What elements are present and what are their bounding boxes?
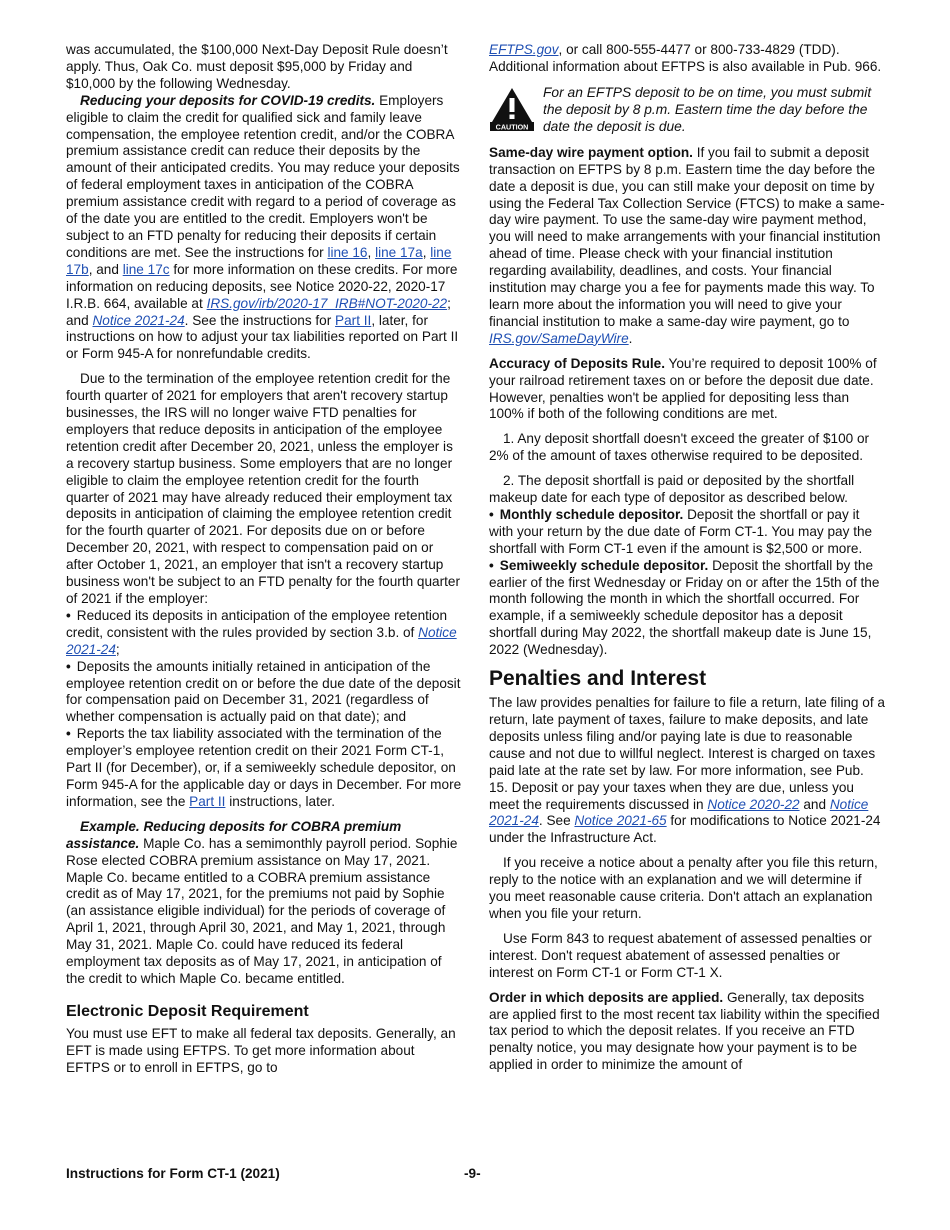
link-line-17b[interactable]: line 17b	[66, 244, 452, 277]
bullet-semiweekly-depositor: • Semiweekly schedule depositor. Deposit the shortfall by the earlier of the first Wednesday or Friday on or after the 15th of the month following the month in which the shortfall occurred. For example, if a semiweekly schedule depositor has a deposit shortfall during May 2022, the shortfall makeup date is June 15, 2022 (Wednesday).	[489, 558, 885, 659]
link-part-ii[interactable]: Part II	[335, 312, 372, 328]
paragraph-example-cobra: Example. Reducing deposits for COBRA premium assistance. Maple Co. has a semimonthly payroll period. Sophie Rose elected COBRA premium assistance on May 17, 2021. Maple Co. became entitled to a COBRA premium assistance credit as of May 17, 2021, for the premiums not paid by Sophie (an assistance eligible individual) for the periods of coverage of April 1, 2021, through April 30, 2021, and May 1, 2021, through May 31, 2021. Maple Co. could have reduced its federal employment tax deposits as of May 17, 2021, in anticipation of the credit to which Maple Co. became entitled.	[66, 818, 458, 986]
bullet-deposits-amounts: • Deposits the amounts initially retained in anticipation of the employee retention credit on or before the due date of the deposit for compensation paid on December 31, 2021 (regardless of whether compensation is actually paid on that date); and	[66, 659, 462, 727]
caution-text: For an EFTPS deposit to be on time, you must submit the deposit by 8 p.m. Eastern time the day before the date the deposit is due.	[543, 84, 872, 134]
link-line-16[interactable]: line 16	[327, 244, 368, 260]
paragraph-termination: Due to the termination of the employee retention credit for the fourth quarter of 2021 for employers that aren't recovery startup businesses, the IRS will no longer waive FTD penalties for employers that reduce deposits in anticipation of the employee retention credit after December 20, 2021, unless the employer is a recovery startup business. Some employers that are no longer eligible to claim the employee retention credit for the fourth quarter of 2021 may have already reduced their employment tax deposits in anticipation of claiming the employee retention credit for the fourth quarter of 2021. For deposits due on or before December 20, 2021, with respect to compensation paid on or after October 1, 2021, an employer that isn't a recovery startup business won't be subject to an FTD penalty for the fourth quarter of 2021 if the employer:	[66, 371, 461, 606]
paragraph-penalties: The law provides penalties for failure to file a return, late filing of a return, late payment of taxes, failure to make deposits, and late deposits unless filing and/or paying late is due to reasonable cause and not due to willful neglect. Interest is charged on taxes paid late at the rate set by law. For more information, see Pub. 15. Deposit or pay your taxes when they are due, unless you meet the requirements discussed in Notice 2020-22 and Notice 2021-24. See Notice 2021-65 for modifications to Notice 2021-24 under the Infrastructure Act.	[489, 695, 885, 846]
link-notice-2021-24-bullet[interactable]: Notice 2021-24	[66, 624, 457, 657]
left-column	[66, 42, 462, 1077]
caution-box	[489, 84, 885, 135]
paragraph-form-843: Use Form 843 to request abatement of assessed penalties or interest. Don't request abatement of assessed penalties or interest on Form CT-1 or Form CT-1 X.	[489, 930, 872, 980]
page-number: -9-	[464, 1166, 481, 1181]
link-notice-2021-65[interactable]: Notice 2021-65	[574, 813, 667, 829]
link-line-17c[interactable]: line 17c	[122, 261, 170, 277]
list-item-2: 2. The deposit shortfall is paid or deposited by the shortfall makeup date for each type of depositor as described below.	[489, 473, 855, 506]
covid-heading: Reducing your deposits for COVID-19 credits.	[80, 92, 376, 108]
link-notice-2020-22[interactable]: Notice 2020-22	[707, 796, 800, 812]
caution-label: CAUTION	[495, 122, 529, 132]
accuracy-heading: Accuracy of Deposits Rule.	[489, 355, 666, 371]
link-eftps[interactable]: EFTPS.gov	[489, 42, 559, 57]
paragraph-eft: You must use EFT to make all federal tax deposits. Generally, an EFT is made using EFTPS. To get more information about EFTPS or to enroll in EFTPS, go to	[66, 1025, 456, 1075]
caution-icon	[489, 86, 535, 132]
paragraph-oak-co: was accumulated, the $100,000 Next-Day Deposit Rule doesn’t apply. Thus, Oak Co. must deposit $95,000 by Friday and $10,000 by the following Wednesday.	[66, 42, 448, 91]
bullet-reports-liability: • Reports the tax liability associated with the termination of the employer’s employee retention credit on their 2021 Form CT-1, Part II (for December), or, if a semiweekly schedule depositor, on Form 945-A for the applicable day or days in December. For more information, see the Part II instructions, later.	[66, 726, 462, 811]
paragraph-eftps: EFTPS.gov, or call 800-555-4477 or 800-733-4829 (TDD). Additional information about EFTPS is also available in Pub. 966.	[489, 42, 882, 74]
footer-title: Instructions for Form CT-1 (2021)	[66, 1166, 280, 1181]
link-notice-2021-24-penalties[interactable]: Notice 2021-24	[489, 796, 869, 829]
example-heading: Example. Reducing deposits for COBRA premium assistance.	[66, 818, 402, 851]
bullet-monthly-depositor: • Monthly schedule depositor. Deposit the shortfall or pay it with your return by the due date of Form CT-1. You may pay the shortfall with Form CT-1 even if the amount is $2,500 or more.	[489, 507, 885, 558]
link-line-17a[interactable]: line 17a	[375, 244, 423, 260]
link-same-day-wire[interactable]: IRS.gov/SameDayWire	[489, 330, 629, 346]
paragraph-covid-credits: Reducing your deposits for COVID-19 credits. Employers eligible to claim the credit for qualified sick and family leave compensation, the employee retention credit, and/or the COBRA premium assistance credit can reduce their deposits by the amount of their anticipated credits. You may reduce your deposits of federal employment taxes in anticipation of the COBRA premium assistance credit with regard to a period of coverage as of the date you are entitled to the credit. Employers won't be subject to an FTD penalty for reducing their deposits if certain conditions are met. See the instructions for line 16, line 17a, line 17b, and line 17c for more information on these credits. For more information on reducing deposits, see Notice 2020-22, 2020-17 I.R.B. 664, available at IRS.gov/irb/2020-17_IRB#NOT-2020-22; and Notice 2021-24. See the instructions for Part II, later, for instructions on how to adjust your tax liabilities reported on Part II or Form 945-A for nonrefundable credits.	[66, 92, 460, 362]
list-item-1: 1. Any deposit shortfall doesn't exceed the greater of $100 or 2% of the amount of taxes otherwise required to be deposited.	[489, 431, 870, 464]
heading-penalties-interest: Penalties and Interest	[489, 667, 707, 691]
paragraph-penalty-notice: If you receive a notice about a penalty after you file this return, reply to the notice with an explanation and we will determine if you meet reasonable cause criteria. Don't attach an explanation when you file your return.	[489, 855, 878, 921]
link-irb-2020-17[interactable]: IRS.gov/irb/2020-17_IRB#NOT-2020-22	[206, 295, 448, 311]
heading-electronic-deposit: Electronic Deposit Requirement	[66, 1002, 309, 1020]
paragraph-same-day-wire: Same-day wire payment option. If you fail to submit a deposit transaction on EFTPS by 8 p.m. Eastern time the day before the date a deposit is due, you can still make your deposit on time by using the Federal Tax Collection Service (FTCS) to make a same-day wire payment. To use the same-day wire payment method, you will need to make arrangements with your financial institution ahead of time. Please check with your financial institution regarding availability, deadlines, and costs. Your financial institution may charge you a fee for payments made this way. To learn more about the information you will need to give your financial institution to make a same-day wire payment, go to IRS.gov/SameDayWire.	[489, 144, 885, 346]
wire-heading: Same-day wire payment option.	[489, 144, 693, 160]
order-heading: Order in which deposits are applied.	[489, 989, 724, 1005]
link-notice-2021-24[interactable]: Notice 2021-24	[92, 312, 185, 328]
paragraph-order-deposits: Order in which deposits are applied. Generally, tax deposits are applied first to the most recent tax liability within the specified tax period to which the deposit relates. If you receive an FTD penalty notice, you may designate how your payment is to be applied in order to minimize the amount of	[489, 989, 880, 1073]
bullet-reduced-deposits: • Reduced its deposits in anticipation of the employee retention credit, consistent with the rules provided by section 3.b. of Notice 2021-24;	[66, 608, 462, 659]
right-column	[489, 42, 885, 1074]
link-part-ii-bullet[interactable]: Part II	[189, 793, 226, 809]
paragraph-accuracy-rule: Accuracy of Deposits Rule. You’re required to deposit 100% of your railroad retirement taxes on or before the deposit due date. However, penalties won't be applied for depositing less than 100% if both of the following conditions are met.	[489, 355, 877, 422]
